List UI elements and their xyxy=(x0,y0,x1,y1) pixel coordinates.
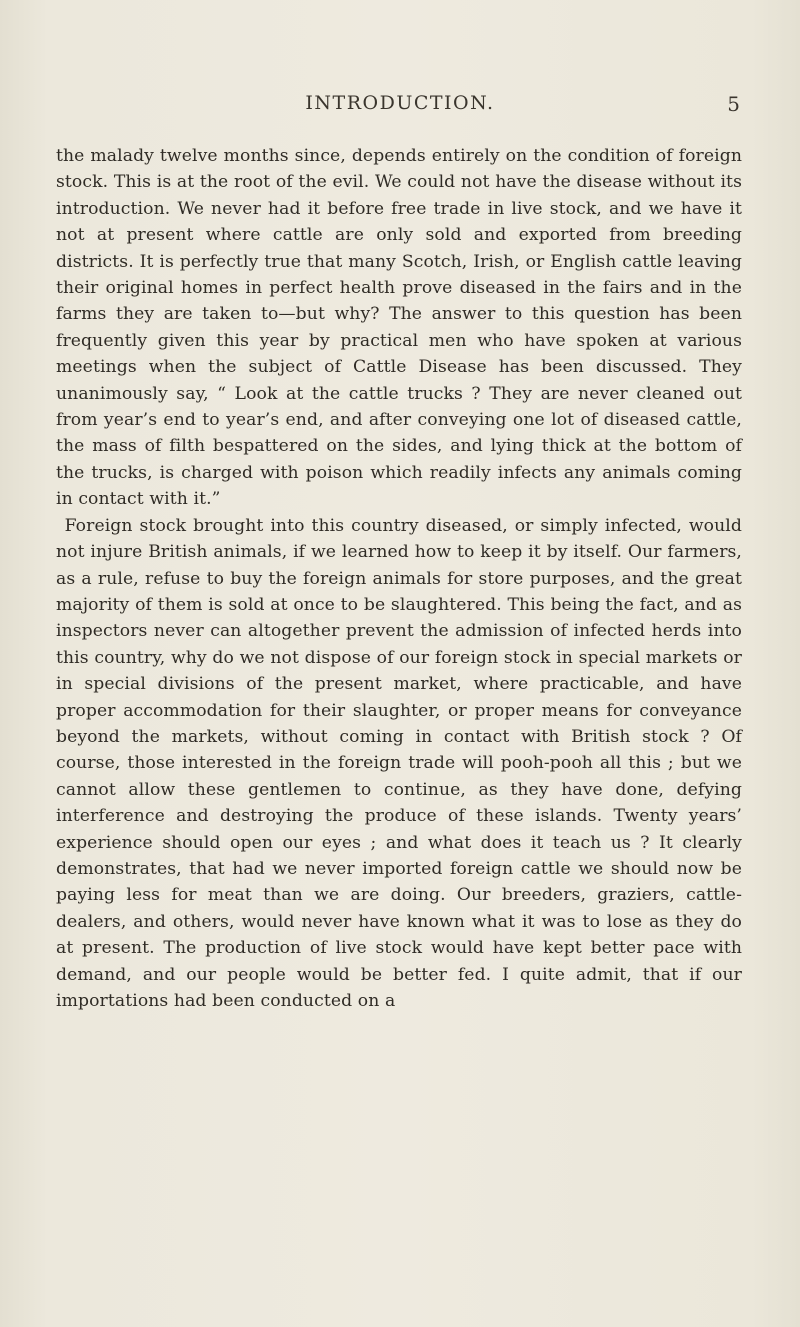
running-head: INTRODUCTION. xyxy=(305,92,495,114)
page-header xyxy=(0,92,800,122)
paragraph-foreign-stock: Foreign stock brought into this country diseased, or simply infected, would not injure British animals, if we learned how to keep it by itself. Our farmers, as a rule, refuse to buy the foreign animals for store purposes, and the great majority of them is sold at once to be slaughtered. This being the fact, and as inspectors never can altogether prevent the admission of infected herds into this country, why do we not dispose of our foreign stock in special markets or in special divisions of the present market, where practicable, and have proper accommodation for their slaughter, or proper means for conveyance beyond the markets, without coming in contact with British stock ? Of course, those interested in the foreign trade will pooh-pooh all this ; but we cannot allow these gentlemen to continue, as they have done, defying interference and destroying the produce of these islands. Twenty years’ experience should open our eyes ; and what does it teach us ? It clearly demonstrates, that had we never imported foreign cattle we should now be paying less for meat than we are doing. Our breeders, graziers, cattle-dealers, and others, would never have known what it was to lose as they do at present. The production of live stock would have kept better pace with demand, and our people would be better fed. I quite admit, that if our importations had been conducted on a xyxy=(56,515,742,1011)
paragraph-continued: the malady twelve months since, depends entirely on the condition of foreign stock. This is at the root of the evil. We could not have the disease without its introduction. We never had it before free trade in live stock, and we have it not at present where cattle are only sold and exported from breeding districts. It is perfectly true that many Scotch, Irish, or English cattle leaving their original homes in perfect health prove diseased in the fairs and in the farms they are taken to—but why? The answer to this question has been frequently given this year by practical men who have spoken at various meetings when the subject of Cattle Disease has been discussed. They unanimously say, “ Look at the cattle trucks ? They are never cleaned out from year’s end to year’s end, and after conveying one lot of diseased cattle, the mass of filth bespattered on the sides, and lying thick at the bottom of the trucks, is charged with poison which readily infects any animals coming in contact with it.” xyxy=(56,146,742,510)
body-text xyxy=(56,143,742,1014)
page-number: 5 xyxy=(727,92,740,116)
